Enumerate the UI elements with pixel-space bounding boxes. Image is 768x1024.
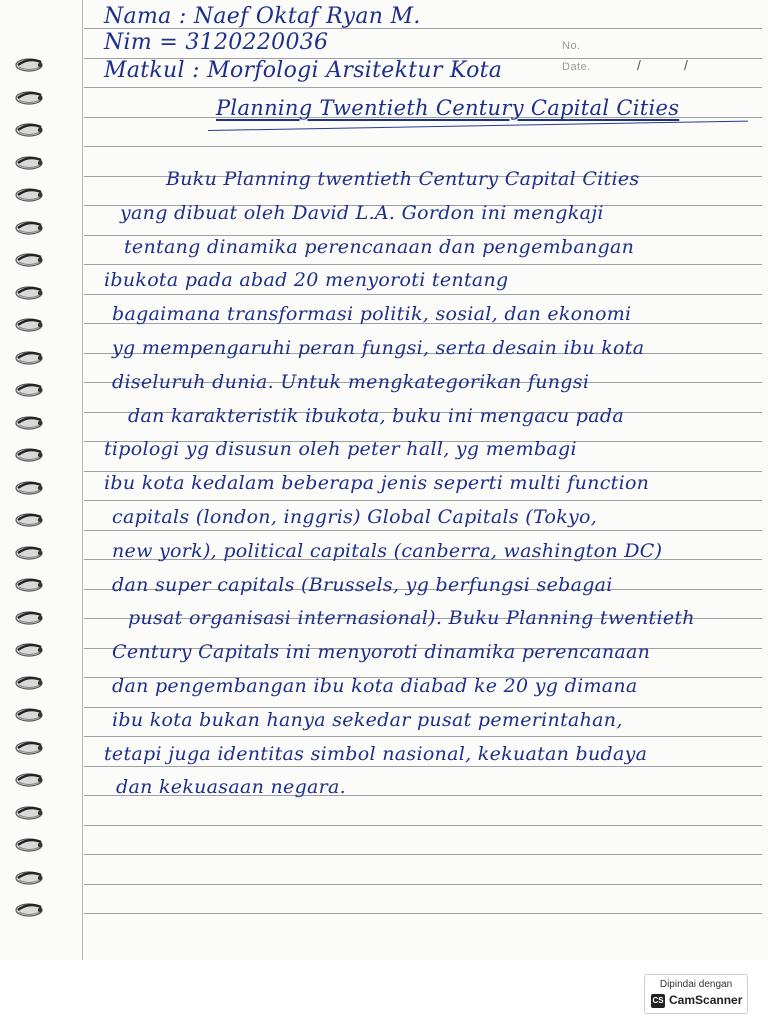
header-nim: Nim = 3120220036 xyxy=(104,30,329,55)
binding-ring-icon xyxy=(14,804,44,822)
body-line: dan super capitals (Brussels, yg berfungsi sebagai xyxy=(112,573,613,596)
ruled-line xyxy=(84,87,762,88)
ruled-line xyxy=(84,500,762,501)
binding-ring-icon xyxy=(14,121,44,139)
binding-ring-icon xyxy=(14,901,44,919)
binding-ring-icon xyxy=(14,316,44,334)
body-line: ibu kota kedalam beberapa jenis seperti multi function xyxy=(104,472,650,495)
body-line: dan pengembangan ibu kota diabad ke 20 yg dimana xyxy=(112,675,638,697)
body-line: yang dibuat oleh David L.A. Gordon ini mengkaji xyxy=(120,201,604,224)
margin-line xyxy=(82,0,83,960)
body-line: tentang dinamika perencanaan dan pengembangan xyxy=(124,235,635,258)
ruled-line xyxy=(84,854,762,855)
binding-ring-icon xyxy=(14,511,44,529)
binding-ring-icon xyxy=(14,446,44,464)
ruled-line xyxy=(84,146,762,147)
binding-ring-icon xyxy=(14,739,44,757)
binding-ring-icon xyxy=(14,479,44,497)
date-slash-1: / xyxy=(637,57,641,73)
binding-ring-icon xyxy=(14,186,44,204)
body-line: ibukota pada abad 20 menyoroti tentang xyxy=(104,269,509,292)
body-line: bagaimana transformasi politik, sosial, dan ekonomi xyxy=(112,303,632,326)
binding-ring-icon xyxy=(14,576,44,594)
body-line: diseluruh dunia. Untuk mengkategorikan fungsi xyxy=(112,370,590,393)
binding-ring-icon xyxy=(14,414,44,432)
binding-ring-icon xyxy=(14,544,44,562)
badge-caption: Dipindai dengan xyxy=(659,979,733,990)
binding-ring-icon xyxy=(14,771,44,789)
camscanner-badge xyxy=(644,974,748,1014)
date-slash-2: / xyxy=(684,57,688,73)
badge-brand: CamScanner xyxy=(669,993,743,1007)
binding-ring-icon xyxy=(14,674,44,692)
ruled-line xyxy=(84,825,762,826)
binding-ring-icon xyxy=(14,251,44,269)
binding-ring-icon xyxy=(14,641,44,659)
binding-ring-icon xyxy=(14,56,44,74)
binding-ring-icon xyxy=(14,89,44,107)
ruled-line xyxy=(84,294,762,295)
body-line: ibu kota bukan hanya sekedar pusat pemerintahan, xyxy=(112,708,623,731)
ruled-line xyxy=(84,736,762,737)
body-line: dan karakteristik ibukota, buku ini mengacu pada xyxy=(128,404,624,427)
binding-ring-icon xyxy=(14,836,44,854)
body-line: new york), political capitals (canberra, washington DC) xyxy=(112,539,663,562)
binding-ring-icon xyxy=(14,219,44,237)
body-line: tipologi yg disusun oleh peter hall, yg membagi xyxy=(104,438,577,461)
body-line: yg mempengaruhi peran fungsi, serta desain ibu kota xyxy=(112,337,645,359)
binding-ring-icon xyxy=(14,869,44,887)
binding-ring-icon xyxy=(14,284,44,302)
essay-title: Planning Twentieth Century Capital Cities xyxy=(216,96,680,120)
body-line: Century Capitals ini menyoroti dinamika perencanaan xyxy=(112,641,651,664)
body-line: Buku Planning twentieth Century Capital Cities xyxy=(166,168,640,190)
body-line: tetapi juga identitas simbol nasional, kekuatan budaya xyxy=(104,742,648,765)
header-subject: Matkul : Morfologi Arsitektur Kota xyxy=(104,58,503,83)
ruled-line xyxy=(84,913,762,914)
ruled-line xyxy=(84,766,762,767)
ruled-line xyxy=(84,530,762,531)
header-name: Nama : Naef Oktaf Ryan M. xyxy=(104,4,421,29)
binding-ring-icon xyxy=(14,706,44,724)
ruled-line xyxy=(84,264,762,265)
binding-ring-icon xyxy=(14,381,44,399)
printed-date-label: Date. xyxy=(562,61,591,73)
binding-ring-icon xyxy=(14,154,44,172)
body-line: dan kekuasaan negara. xyxy=(116,776,347,799)
body-line: pusat organisasi internasional). Buku Planning twentieth xyxy=(128,607,695,630)
title-underline-stroke xyxy=(208,121,748,131)
ruled-line xyxy=(84,884,762,885)
printed-no-label: No. xyxy=(562,40,581,52)
binding-ring-icon xyxy=(14,349,44,367)
camscanner-logo-icon: CS xyxy=(651,994,665,1008)
body-line: capitals (london, inggris) Global Capitals (Tokyo, xyxy=(112,506,598,528)
binding-ring-icon xyxy=(14,609,44,627)
